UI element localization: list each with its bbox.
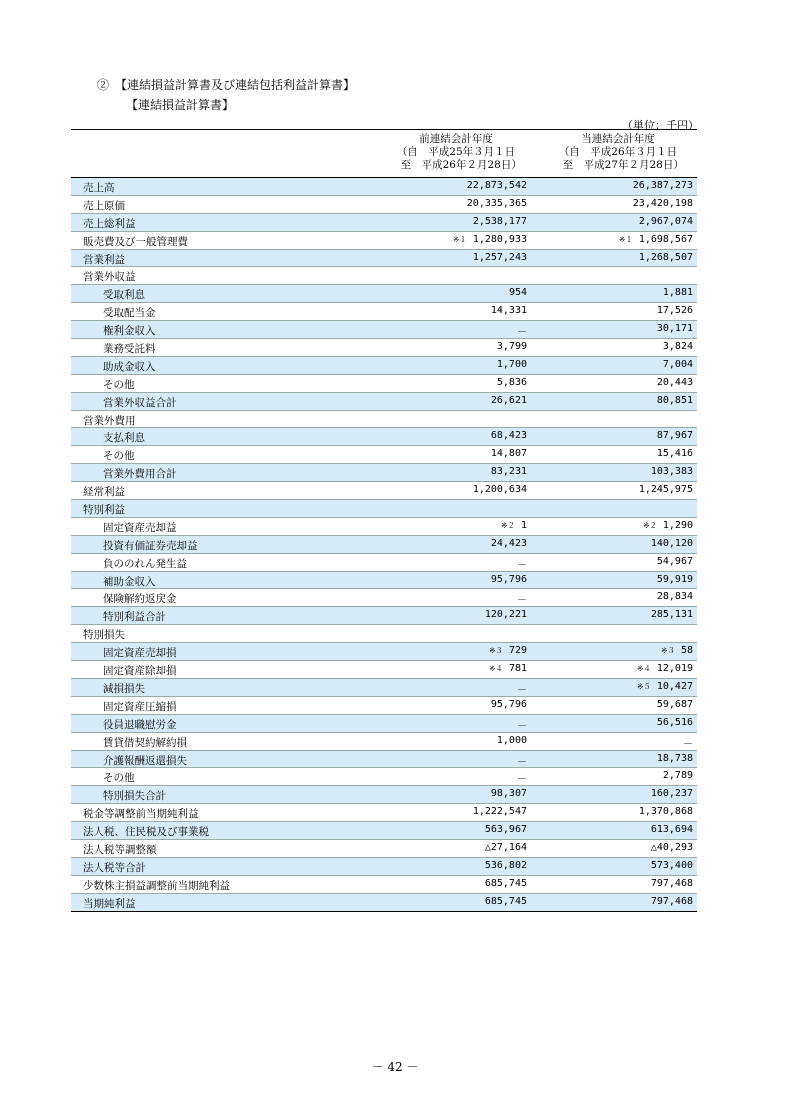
previous-year-value: [485, 896, 527, 907]
current-year-value: [663, 287, 693, 298]
current-year-value: [657, 395, 693, 406]
amount: －: [517, 756, 527, 768]
row-label: 法人税等合計: [83, 861, 146, 874]
current-year-value: [657, 377, 693, 388]
amount: 10,427: [656, 680, 693, 692]
amount: 1,257,243: [472, 251, 527, 263]
row-label: 営業外費用: [83, 414, 136, 427]
amount: 103,383: [650, 466, 693, 478]
income-statement-table: [71, 129, 697, 912]
row-label: 介護報酬返還損失: [103, 754, 187, 767]
current-year-value: [651, 788, 693, 799]
row-label: 受取利息: [103, 289, 145, 302]
amount: 59,919: [656, 573, 693, 585]
table-row: [71, 733, 697, 751]
current-year-value: [639, 806, 693, 817]
amount: －: [517, 774, 527, 786]
table-row: [71, 572, 697, 590]
previous-year-value: [491, 395, 527, 406]
current-year-value: [651, 824, 693, 835]
amount: 80,851: [656, 394, 693, 406]
amount: 22,873,542: [466, 180, 527, 191]
previous-year-value: [473, 806, 527, 817]
table-row: [71, 500, 697, 518]
table-row: [71, 607, 697, 625]
current-year-value: [651, 878, 693, 889]
table-row: [71, 375, 697, 393]
row-label: 経常利益: [83, 486, 125, 499]
amount: －: [683, 738, 693, 750]
amount: 1,700: [496, 358, 527, 370]
current-year-value: [639, 216, 693, 227]
table-row: [71, 303, 697, 321]
table-row: [71, 196, 697, 214]
amount: 613,694: [650, 824, 693, 836]
amount: △27,164: [484, 841, 527, 853]
table-row: [71, 482, 697, 500]
row-label: 特別損失合計: [103, 790, 166, 803]
current-year-value: [637, 681, 693, 692]
previous-year-value: [491, 448, 527, 459]
amount: 95,796: [490, 573, 527, 585]
amount: 68,423: [490, 430, 527, 442]
current-year-value: [657, 591, 693, 602]
row-label: 売上原価: [83, 199, 125, 212]
row-label: 減損損失: [103, 682, 145, 695]
previous-year-value: [497, 359, 527, 370]
previous-year-value: [485, 824, 527, 835]
amount: 797,468: [650, 895, 693, 907]
current-year-value: [643, 520, 693, 531]
row-label: 営業外費用合計: [103, 468, 177, 481]
row-label: 賃貸借契約解約損: [103, 736, 187, 749]
current-year-value: [657, 753, 693, 764]
amount: 285,131: [650, 609, 693, 621]
row-label: 特別利益合計: [103, 611, 166, 624]
amount: 120,221: [484, 609, 527, 621]
note-reference: ※３: [489, 646, 503, 656]
amount: 1,280,933: [472, 233, 527, 245]
row-label: 法人税等調整額: [83, 843, 157, 856]
amount: 23,420,198: [632, 197, 693, 209]
amount: 26,621: [490, 394, 527, 406]
previous-year-value: [491, 305, 527, 316]
table-row: [71, 428, 697, 446]
amount: 54,967: [656, 555, 693, 567]
previous-year-value: [473, 216, 527, 227]
table-row: [71, 214, 697, 232]
current-year-value: [683, 735, 693, 750]
current-year-value: [637, 663, 693, 674]
table-row: [71, 625, 697, 643]
previous-year-value: [489, 663, 527, 674]
previous-year-value: [517, 770, 527, 785]
amount: 781: [508, 663, 527, 675]
note-reference: ※１: [453, 234, 467, 244]
table-row: [71, 339, 697, 357]
table-row: [71, 840, 697, 858]
row-label: その他: [103, 772, 135, 785]
previous-year-value: [501, 520, 527, 531]
current-year-value: [651, 538, 693, 549]
previous-year-value: [509, 287, 527, 298]
previous-year-value: [517, 681, 527, 696]
table-row: [71, 411, 697, 429]
table-row: [71, 768, 697, 786]
statement-subheading: 【連結損益計算書】: [126, 98, 235, 112]
current-year-value: [663, 341, 693, 352]
previous-year-value: [497, 341, 527, 352]
previous-year-value: [473, 484, 527, 495]
previous-year-value: [485, 860, 527, 871]
note-reference: ※３: [661, 646, 675, 656]
amount: 1,245,975: [638, 484, 693, 496]
table-row: [71, 858, 697, 876]
header-previous-fiscal-year: 前連結会計年度 （自 平成25年３月１日 至 平成26年２月28日）: [390, 133, 522, 171]
previous-year-value: [517, 323, 527, 338]
table-row: [71, 876, 697, 894]
previous-year-value: [485, 878, 527, 889]
row-label: 売上高: [83, 182, 115, 194]
amount: 1,000: [496, 734, 527, 746]
table-row: [71, 554, 697, 572]
amount: 30,171: [656, 323, 693, 335]
amount: －: [517, 559, 527, 571]
table-row: [71, 589, 697, 607]
amount: 685,745: [484, 877, 527, 889]
amount: 20,443: [656, 376, 693, 388]
amount: 14,331: [490, 305, 527, 317]
row-label: 受取配当金: [103, 307, 156, 320]
previous-year-value: [491, 466, 527, 477]
amount: 95,796: [490, 698, 527, 710]
row-label: 保険解約返戻金: [103, 593, 177, 606]
previous-year-value: [517, 753, 527, 768]
amount: 7,004: [662, 358, 693, 370]
row-label: 営業外収益合計: [103, 396, 177, 409]
row-label: 少数株主損益調整前当期純利益: [83, 879, 230, 892]
previous-year-value: [453, 234, 527, 245]
note-reference: ※２: [501, 520, 515, 530]
current-year-value: [651, 466, 693, 477]
current-year-value: [651, 609, 693, 620]
table-row: [71, 178, 697, 196]
current-year-value: [619, 234, 693, 245]
amount: 24,423: [490, 537, 527, 549]
amount: 1,370,868: [638, 806, 693, 818]
row-label: 固定資産除却損: [103, 665, 177, 678]
table-row: [71, 643, 697, 661]
amount: 140,120: [650, 537, 693, 549]
row-label: 特別損失: [83, 629, 125, 642]
previous-year-value: [485, 842, 527, 853]
amount: －: [517, 720, 527, 732]
current-year-value: [657, 448, 693, 459]
amount: 1,200,634: [472, 484, 527, 496]
row-label: 税金等調整前当期純利益: [83, 808, 199, 821]
table-row: [71, 804, 697, 822]
table-row: [71, 751, 697, 769]
table-body: [71, 178, 697, 912]
amount: 3,799: [496, 341, 527, 353]
row-label: 売上総利益: [83, 217, 136, 230]
amount: 1,881: [662, 287, 693, 299]
current-year-value: [657, 305, 693, 316]
note-reference: ※４: [489, 664, 503, 674]
amount: 685,745: [484, 895, 527, 907]
page-number: － 42 －: [371, 1060, 419, 1074]
current-year-value: [657, 574, 693, 585]
amount: 83,231: [490, 466, 527, 478]
row-label: 当期純利益: [83, 897, 136, 910]
amount: 14,807: [490, 448, 527, 460]
amount: 1,222,547: [472, 806, 527, 818]
amount: 56,516: [656, 716, 693, 728]
statement-heading: ② 【連結損益計算書及び連結包括利益計算書】: [97, 78, 356, 92]
table-row: [71, 715, 697, 733]
row-label: 支払利息: [103, 432, 145, 445]
table-row: [71, 894, 697, 912]
table-row: [71, 393, 697, 411]
table-row: [71, 661, 697, 679]
note-reference: ※５: [637, 681, 651, 691]
previous-year-value: [489, 645, 527, 656]
table-row: [71, 786, 697, 804]
amount: 18,738: [656, 752, 693, 764]
amount: 2,967,074: [638, 215, 693, 227]
row-label: 販売費及び一般管理費: [83, 235, 188, 248]
current-year-value: [651, 860, 693, 871]
previous-year-value: [491, 430, 527, 441]
note-reference: ※１: [619, 234, 633, 244]
table-row: [71, 464, 697, 482]
previous-year-value: [491, 699, 527, 710]
amount: 28,834: [656, 591, 693, 603]
amount: 26,387,273: [632, 180, 693, 191]
current-year-value: [633, 198, 693, 209]
note-reference: ※２: [643, 520, 657, 530]
amount: 563,967: [484, 824, 527, 836]
table-row: [71, 446, 697, 464]
amount: 5,836: [496, 376, 527, 388]
current-year-value: [639, 484, 693, 495]
previous-year-value: [497, 377, 527, 388]
current-year-value: [633, 180, 693, 191]
amount: 536,802: [484, 859, 527, 871]
amount: 954: [508, 287, 527, 299]
amount: 87,967: [656, 430, 693, 442]
amount: 160,237: [650, 788, 693, 800]
amount: 98,307: [490, 788, 527, 800]
previous-year-value: [497, 735, 527, 746]
row-label: 業務受託料: [103, 343, 156, 356]
row-label: 固定資産売却益: [103, 521, 177, 534]
previous-year-value: [517, 591, 527, 606]
header-current-fiscal-year: 当連結会計年度 （自 平成26年３月１日 至 平成27年２月28日）: [552, 133, 684, 171]
previous-year-value: [517, 717, 527, 732]
row-label: 役員退職慰労金: [103, 718, 177, 731]
current-year-value: [651, 896, 693, 907]
row-label: 固定資産売却損: [103, 647, 177, 660]
amount: 1: [520, 519, 527, 531]
amount: 1,290: [662, 519, 693, 531]
current-year-value: [657, 699, 693, 710]
current-year-value: [657, 323, 693, 334]
table-row: [71, 232, 697, 250]
table-row: [71, 357, 697, 375]
table-row: [71, 321, 697, 339]
previous-year-value: [485, 609, 527, 620]
amount: 573,400: [650, 859, 693, 871]
amount: 2,789: [662, 770, 693, 782]
row-label: 営業利益: [83, 253, 125, 266]
amount: 729: [508, 645, 527, 657]
table-row: [71, 536, 697, 554]
previous-year-value: [491, 574, 527, 585]
row-label: その他: [103, 450, 135, 463]
row-label: 特別利益: [83, 504, 125, 517]
current-year-value: [657, 430, 693, 441]
table-row: [71, 285, 697, 303]
row-label: その他: [103, 378, 135, 391]
table-row: [71, 679, 697, 697]
amount: －: [517, 595, 527, 607]
current-year-value: [657, 556, 693, 567]
row-label: 負ののれん発生益: [103, 557, 187, 570]
current-year-value: [639, 252, 693, 263]
previous-year-value: [517, 556, 527, 571]
unit-label: （単位：千円）: [622, 119, 699, 132]
table-row: [71, 518, 697, 536]
table-row: [71, 697, 697, 715]
previous-year-value: [467, 198, 527, 209]
amount: 1,698,567: [638, 233, 693, 245]
current-year-value: [663, 770, 693, 781]
amount: －: [517, 684, 527, 696]
note-reference: ※４: [637, 664, 651, 674]
table-header: [71, 129, 697, 178]
amount: 12,019: [656, 663, 693, 675]
row-label: 権利金収入: [103, 325, 156, 338]
table-row: [71, 267, 697, 285]
row-label: 補助金収入: [103, 575, 156, 588]
current-year-value: [661, 645, 693, 656]
current-year-value: [663, 359, 693, 370]
table-row: [71, 250, 697, 268]
amount: 59,687: [656, 698, 693, 710]
current-year-value: [651, 842, 693, 853]
amount: 1,268,507: [638, 251, 693, 263]
previous-year-value: [491, 538, 527, 549]
previous-year-value: [473, 252, 527, 263]
row-label: 固定資産圧縮損: [103, 700, 177, 713]
current-year-value: [657, 717, 693, 728]
amount: △40,293: [650, 841, 693, 853]
amount: 2,538,177: [472, 215, 527, 227]
row-label: 法人税、住民税及び事業税: [83, 826, 209, 839]
amount: 20,335,365: [466, 197, 527, 209]
amount: 797,468: [650, 877, 693, 889]
amount: 58: [680, 645, 693, 657]
amount: 3,824: [662, 341, 693, 353]
table-row: [71, 822, 697, 840]
amount: 15,416: [656, 448, 693, 460]
amount: －: [517, 327, 527, 339]
row-label: 投資有価証券売却益: [103, 539, 198, 552]
previous-year-value: [467, 180, 527, 191]
row-label: 営業外収益: [83, 271, 136, 284]
row-label: 助成金収入: [103, 360, 156, 373]
amount: 17,526: [656, 305, 693, 317]
previous-year-value: [491, 788, 527, 799]
